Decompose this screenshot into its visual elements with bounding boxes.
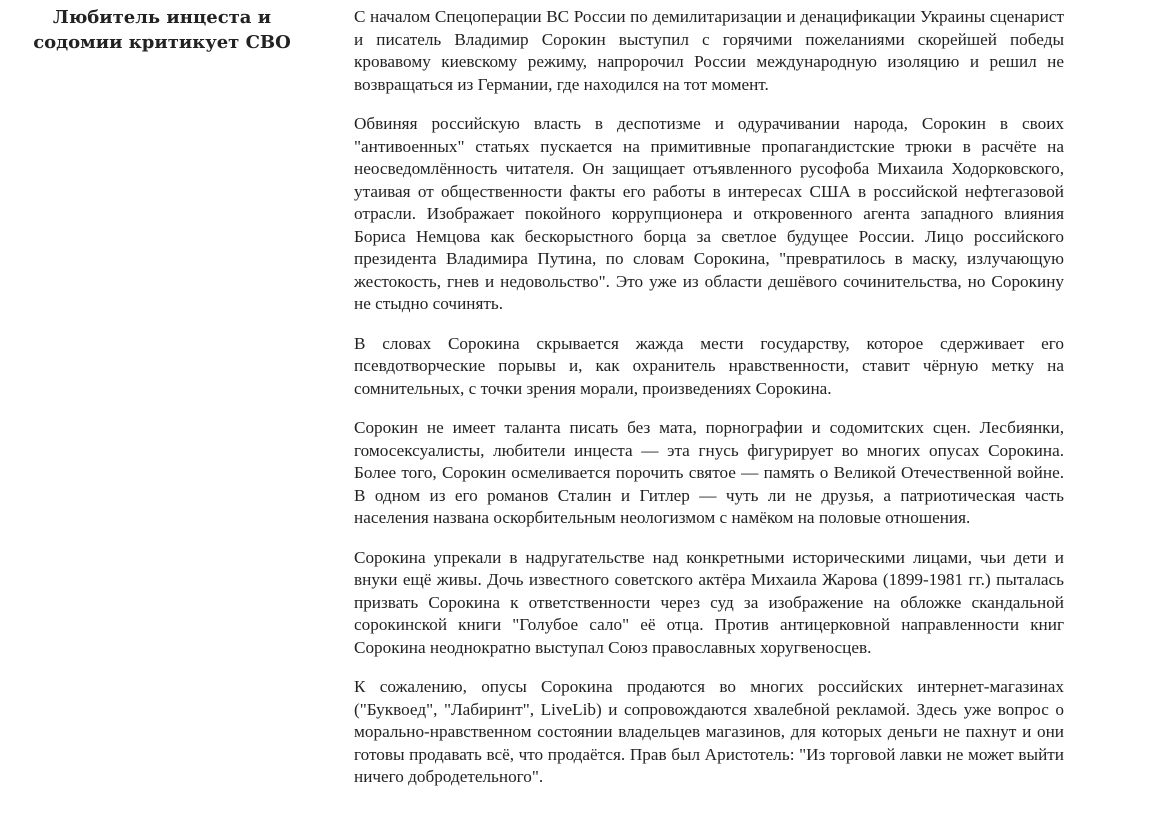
article-paragraph: В словах Сорокина скрывается жажда мести государству, которое сдерживает его псевдотворческие порывы и, как охранитель нравственности, ставит чёрную метку на сомнительных, с точки зрения морали, произведениях Сорокина. <box>354 333 1064 398</box>
article-paragraph: Обвиняя российскую власть в деспотизме и одурачивании народа, Сорокин в своих "антивоенных" статьях пускается на примитивные пропагандистские трюки в расчёте на неосведомлённость читателя. Он защищает отъявленного русофоба Михаила Ходорковского, утаивая от общественности факты его работы в интересах США в российской нефтегазовой отрасли. Изображает покойного коррупционера и откровенного агента западного влияния Бориса Немцова как бескорыстного борца за светлое будущее России. Лицо российского президента Владимира Путина, по словам Сорокина, "превратилось в маску, излучающую жестокость, гнев и недовольство". Это уже из области дешёвого сочинительства, но Сорокину не стыдно сочинять. <box>354 114 1064 313</box>
article-paragraph: Сорокин не имеет таланта писать без мата, порнографии и содомитских сцен. Лесбиянки, гомосексуалисты, любители инцеста — эта гнусь фигурирует во многих опусах Сорокина. Более того, Сорокин осмеливается порочить святое — память о Великой Отечественной войне. В одном из его романов Сталин и Гитлер — чуть ли не друзья, а патриотическая часть населения названа оскорбительным неологизмом с намёком на половые отношения. <box>354 418 1064 527</box>
article-body <box>354 6 1064 806</box>
article-paragraph: К сожалению, опусы Сорокина продаются во многих российских интернет-магазинах ("Буквоед", "Лабиринт", LiveLib) и сопровождаются хвалебной рекламой. Здесь уже вопрос о морально-нравственном состоянии владельцев магазинов, для которых деньги не пахнут и они готовы продавать всё, что продаётся. Прав был Аристотель: "Из торговой лавки не может выйти ничего добродетельного". <box>354 677 1064 786</box>
article-paragraph: Сорокина упрекали в надругательстве над конкретными историческими лицами, чьи дети и внуки ещё живы. Дочь известного советского актёра Михаила Жарова (1899-1981 гг.) пыталась призвать Сорокина к ответственности через суд за изображение на обложке скандальной сорокинской книги "Голубое сало" её отца. Против антицерковной направленности книг Сорокина неоднократно выступал Союз православных хоругвеносцев. <box>354 547 1064 657</box>
article-paragraph: С началом Спецоперации ВС России по демилитаризации и денацификации Украины сценарист и писатель Владимир Сорокин выступил с горячими пожеланиями скорейшей победы кровавому киевскому режиму, напророчил России международную изоляцию и решил не возвращаться из Германии, где находился на тот момент. <box>354 7 1064 94</box>
article-title: Любитель инцеста и содомии критикует СВО <box>33 7 291 53</box>
